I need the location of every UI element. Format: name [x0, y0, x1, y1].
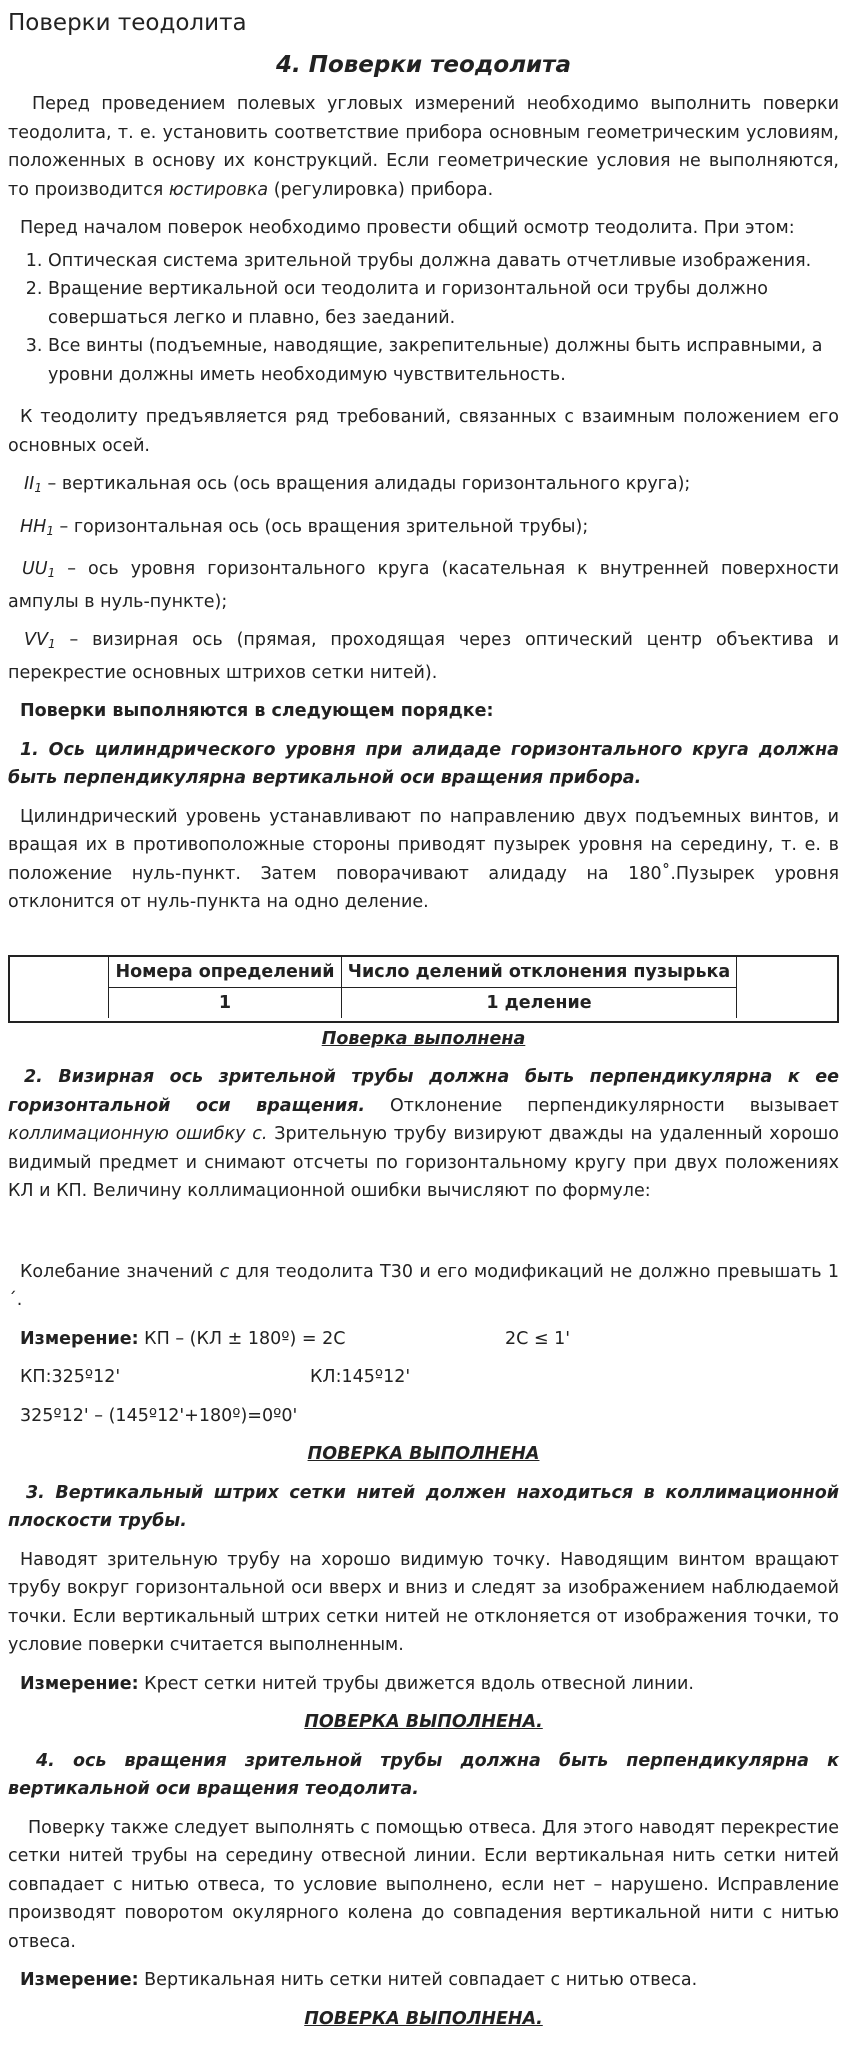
check-4-title: 4. ось вращения зрительной трубы должна быть перпендикулярна к вертикальной оси вращения теодолита.: [8, 1750, 839, 1799]
list-item: 1. Оптическая система зрительной трубы должна давать отчетливые изображения.: [48, 247, 839, 276]
document-title: Поверки теодолита: [8, 10, 247, 36]
check-2-result: ПОВЕРКА ВЫПОЛНЕНА: [307, 1444, 540, 1464]
check-4-measurement: [8, 1966, 839, 1995]
axis-text: – вертикальная ось (ось вращения алидады горизонтального круга);: [41, 474, 691, 494]
intro-paragraph-1: [8, 90, 839, 204]
measurement-text: Вертикальная нить сетки нитей совпадает с нитью отвеса.: [138, 1970, 698, 1990]
table-header-row: [109, 957, 737, 988]
check-3-result: ПОВЕРКА ВЫПОЛНЕНА.: [304, 1712, 543, 1732]
check-4-result: ПОВЕРКА ВЫПОЛНЕНА.: [304, 2008, 543, 2029]
axis-symbol: UU: [22, 559, 48, 579]
axis-definition: [8, 626, 839, 687]
axis-symbol: II: [24, 474, 35, 494]
axis-symbol: VV: [24, 630, 48, 650]
check-4-body: Поверку также следует выполнять с помощью отвеса. Для этого наводят перекрестие сетки нитей трубы на середину отвесной линии. Если вертикальная нить сетки нитей совпадает с нитью отвеса, то условие выполнено, если нет – нарушено. Исправление производят поворотом окулярного колена до совпадения вертикальной нити с нитью отвеса.: [8, 1817, 839, 1952]
limit-text-a: Колебание значений: [20, 1261, 220, 1282]
table-header-cell: Номера определений: [109, 957, 342, 988]
axis-subscript: 1: [47, 566, 56, 580]
check-2-title: 2. Визирная ось зрительной трубы должна быть перпендикулярна к ее горизонтальной оси вращения.: [8, 1067, 839, 1116]
axis-definition: [8, 470, 839, 503]
axis-subscript: 1: [47, 637, 56, 651]
check-2-body-b: Зрительную трубу визируют дважды на удаленный хорошо видимый предмет и снимают отсчеты по горизонтальному кругу при двух положениях КЛ и КП. Величину коллимационной ошибки вычисляют по формуле:: [8, 1124, 840, 1201]
section-heading: 4. Поверки теодолита: [275, 52, 572, 78]
axis-text: – ось уровня горизонтального круга (касательная к внутренней поверхности ампулы в нуль-пункте);: [8, 559, 839, 612]
axis-text: – визирная ось (прямая, проходящая через оптический центр объектива и перекрестие основных штрихов сетки нитей).: [8, 630, 839, 683]
check-2-body-a: Отклонение перпендикулярности вызывает: [365, 1095, 839, 1116]
limit-text-b: для теодолита Т30 и его модификаций не должно превышать 1´.: [8, 1261, 839, 1310]
intro-text-b: (регулировка) прибора.: [268, 179, 494, 200]
check-2-readings: [8, 1363, 839, 1392]
check-2-paragraph: [8, 1063, 839, 1206]
reading-kp: КП:325º12': [20, 1367, 121, 1387]
measurement-formula: [20, 1325, 505, 1354]
check-2-calculation: [8, 1402, 839, 1431]
table-cell: 1 деление: [342, 987, 737, 1018]
table-row: [109, 987, 737, 1018]
check-1-result: Поверка выполнена: [321, 1028, 526, 1049]
check-2-body-italic: коллимационную ошибку с.: [8, 1124, 268, 1144]
check-2-limit: [8, 1258, 839, 1315]
check-3-measurement: [8, 1670, 839, 1699]
table-header-cell: Число делений отклонения пузырька: [342, 957, 737, 988]
check-1-title: 1. Ось цилиндрического уровня при алидаде горизонтального круга должна быть перпендикулярна вертикальной оси вращения прибора.: [8, 739, 839, 788]
intro-text-italic: юстировка: [168, 179, 269, 200]
order-label: Поверки выполняются в следующем порядке:: [20, 701, 494, 721]
calculation-text: 325º12' – (145º12'+180º)=0º0': [20, 1405, 298, 1426]
axis-subscript: 1: [34, 481, 42, 495]
axis-symbol: HH: [20, 516, 47, 537]
check-3-title: 3. Вертикальный штрих сетки нитей должен находиться в коллимационной плоскости трубы.: [8, 1482, 839, 1531]
check-1-table: [8, 955, 839, 1023]
check-3-body: Наводят зрительную трубу на хорошо видимую точку. Наводящим винтом вращают трубу вокруг горизонтальной оси вверх и вниз и следят за изображением наблюдаемой точки. Если вертикальный штрих сетки нитей не отклоняется от изображения точки, то условие поверки считается выполненным.: [8, 1549, 839, 1655]
document-page: [0, 8, 847, 2033]
list-item: 2. Вращение вертикальной оси теодолита и горизонтальной оси трубы должно совершаться легко и плавно, без заеданий.: [48, 275, 839, 332]
intro-paragraph-3: К теодолиту предъявляется ряд требований, связанных с взаимным положением его основных осей.: [8, 407, 839, 456]
axis-definition: [8, 513, 839, 546]
axis-text: – горизонтальная ось (ось вращения зрительной трубы);: [53, 516, 589, 537]
check-2-measurement: [8, 1325, 839, 1354]
measurement-label: Измерение:: [20, 1673, 139, 1694]
check-1-body: Цилиндрический уровень устанавливают по направлению двух подъемных винтов, и вращая их в противоположные стороны приводят пузырек уровня на середину, т. е. в положение нуль-пункт. Затем поворачивают алидаду на 180˚.Пузырек уровня отклонится от нуль-пункта на одно деление.: [8, 806, 839, 912]
list-item: 3. Все винты (подъемные, наводящие, закрепительные) должны быть исправными, а уровни должны иметь необходимую чувствительность.: [48, 332, 839, 389]
inspection-list: [8, 247, 839, 390]
intro-paragraph-2: Перед началом поверок необходимо провести общий осмотр теодолита. При этом:: [20, 218, 795, 238]
measurement-label: Измерение:: [20, 1328, 139, 1349]
intro-text-a: Перед проведением полевых угловых измерений необходимо выполнить поверки теодолита, т. е. установить соответствие прибора основным геометрическим условиям, положенных в основу их конструкций. Если геометрические условия не выполняются, то производится: [8, 94, 839, 200]
measurement-limit: 2С ≤ 1': [505, 1328, 571, 1349]
measurement-text: КП – (КЛ ± 180º) = 2С: [138, 1328, 346, 1349]
measurement-label: Измерение:: [20, 1970, 139, 1990]
limit-text-italic: с: [219, 1261, 230, 1282]
axis-definition: [8, 555, 839, 616]
measurement-text: Крест сетки нитей трубы движется вдоль отвесной линии.: [138, 1673, 694, 1694]
table-cell: 1: [109, 987, 342, 1018]
reading-kl: КЛ:145º12': [310, 1367, 411, 1387]
axis-subscript: 1: [46, 523, 54, 538]
